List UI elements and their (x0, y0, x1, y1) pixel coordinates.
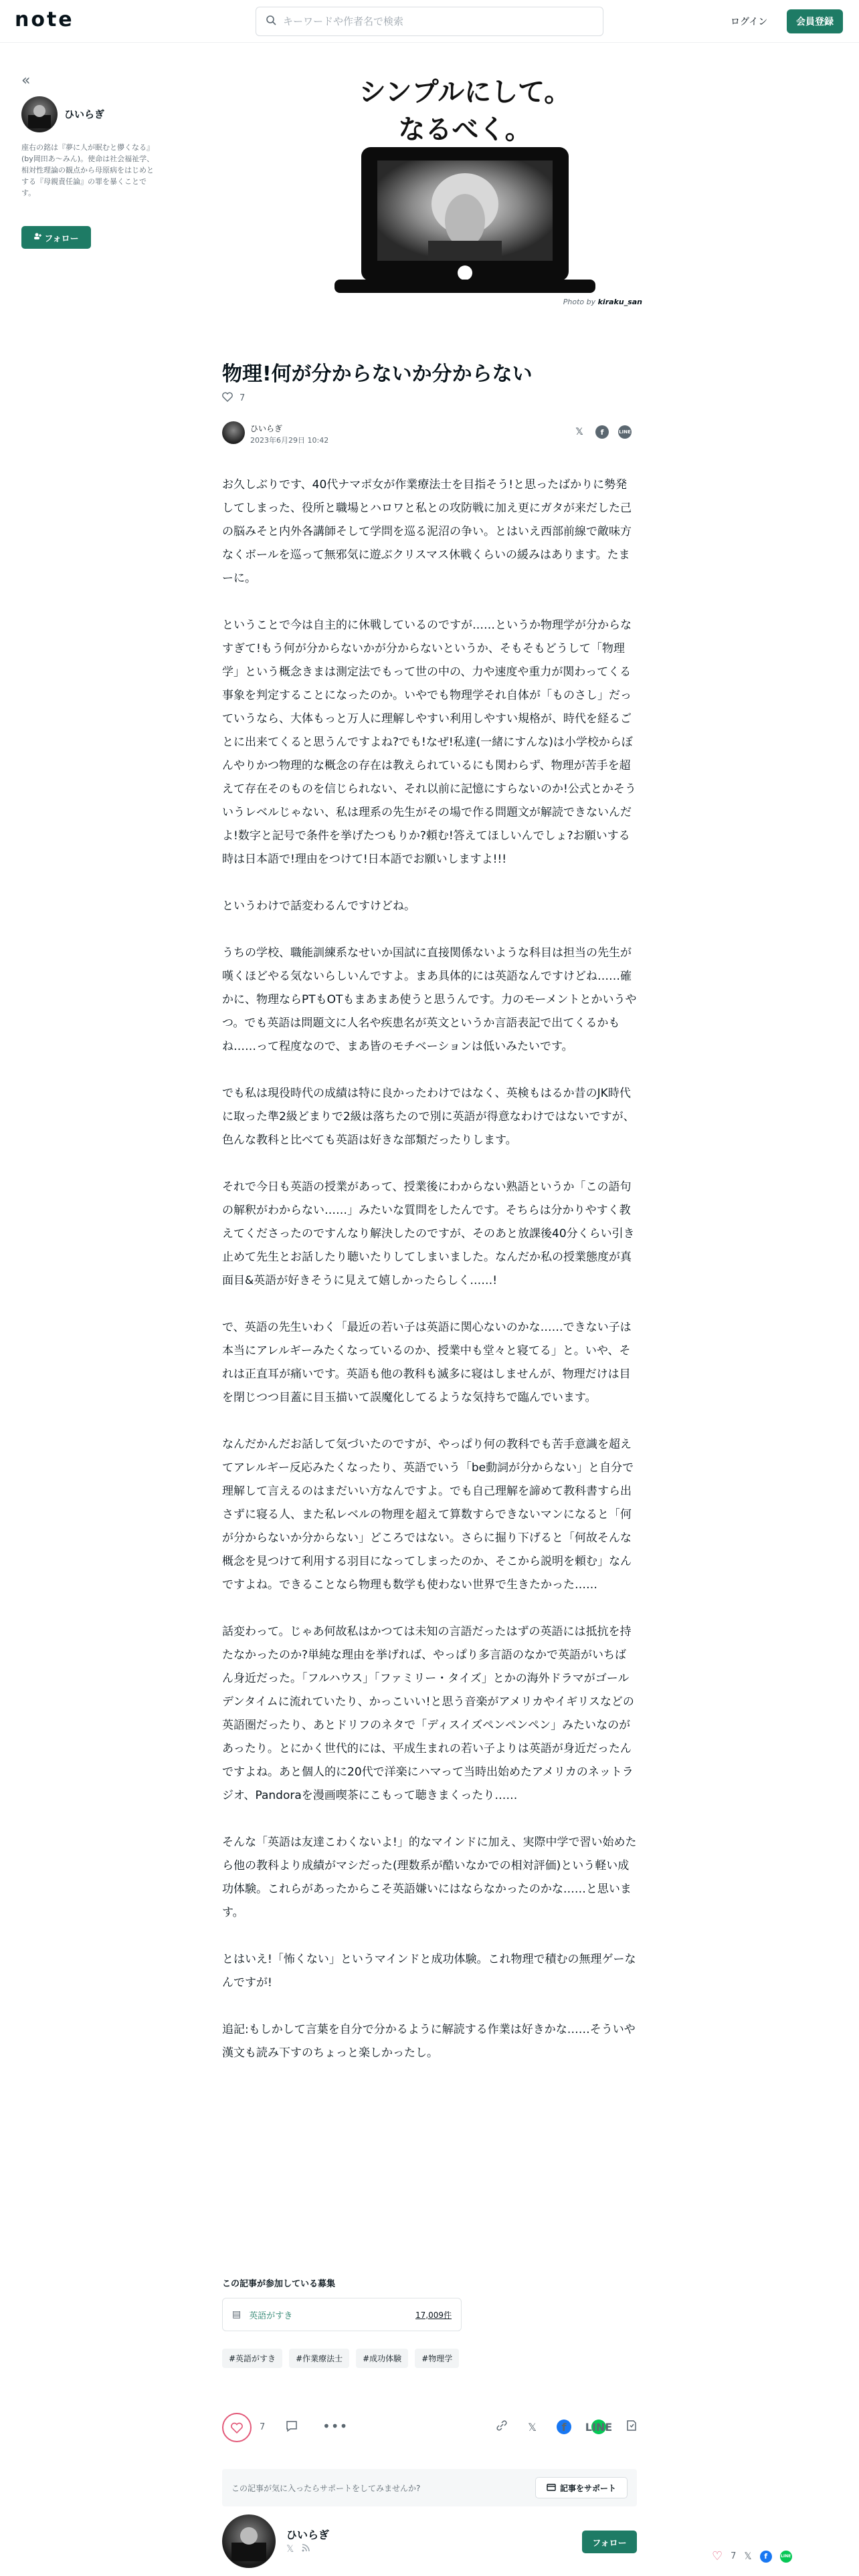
paragraph: 追記:もしかして言葉を自分で分かるように解読する作業は好きかな……そういや漢文も読み下すのちょっと楽しかったし。 (222, 2023, 636, 2060)
heart-icon (231, 2422, 243, 2434)
follow-label: フォロー (44, 233, 79, 244)
tag[interactable]: #作業療法士 (289, 2349, 349, 2368)
person-add-icon (33, 232, 41, 243)
floating-heart-icon[interactable]: ♡ (712, 2549, 723, 2563)
paragraph: なんだかんだお話して気づいたのですが、やっぱり何の教科でも苦手意識を超えてアレルギー反応みたくなったり、英語でいう「be動詞が分からない」と自分で理解して言えるのはまだいい方なんですよ。でも自己理解を諦めて教科書すら出さずに寝る人、また私レベルの物理を超えて算数すらできないマンになると「何が分からないか分からない」どころではない。さらに掘り下げると「何故そんな概念を見つけて利用する羽目になってしまったのか、そこから説明を頼む」なんですよね。できることなら物理も数学も使わない世界で生きたかった…… (222, 1438, 634, 1592)
like-summary[interactable] (222, 392, 245, 405)
search-icon (266, 15, 276, 28)
collapse-sidebar-icon[interactable]: « (21, 72, 31, 89)
global-header (0, 0, 859, 43)
floating-line-icon[interactable]: LINE (780, 2551, 792, 2563)
facebook-share-icon[interactable]: f (595, 425, 609, 439)
photo-credit (563, 298, 642, 306)
line-share-icon[interactable]: LINE (618, 425, 632, 439)
hero-title-line1: シンプルにして。 (359, 77, 571, 108)
article-title: 物理!何が分からないか分からない (222, 362, 533, 386)
author-profile-card (222, 2514, 637, 2568)
photo-credit-name[interactable]: kiraku_san (597, 298, 642, 306)
hero-image (288, 67, 642, 321)
hero-title (288, 74, 642, 148)
paragraph: 話変わって。じゃあ何故私はかつては未知の言語だったはずの英語には抵抗を持たなかったのか?単純な理由を挙げれば、やっぱり多言語のなかで英語がいちばん身近だった。「フルハウス」「ファミリー・タイズ」とかの海外ドラマがゴールデンタイムに流れていたり、かっこいい!と思う音楽がアメリカやイギリスなどの英語圏だったり、あとドリフのネタで「ディスイズペンペンペン」みたいなのがあったり。とにかく世代的には、平成生まれの若い子よりは英語が身近だったんですよね。あと個人的に20代で洋楽にハマって当時出始めたアメリカのネットラジオ、Pandoraを漫画喫茶にこもって聴きまくったり…… (222, 1625, 634, 1802)
hero-title-line2: なるべく。 (398, 114, 532, 145)
tag[interactable]: #成功体験 (356, 2349, 408, 2368)
tag[interactable]: #英語がすき (222, 2349, 282, 2368)
author-name[interactable]: ひいらぎ (250, 424, 283, 433)
heart-icon[interactable] (222, 392, 233, 405)
search-box[interactable] (256, 7, 603, 36)
photo-credit-prefix: Photo by (563, 298, 596, 306)
magazine-name[interactable]: 英語がすき (249, 2311, 293, 2321)
profile-avatar[interactable] (222, 2514, 276, 2568)
action-bar (222, 2410, 637, 2445)
pocket-icon[interactable] (626, 2420, 637, 2434)
paragraph: うちの学校、職能訓練系なせいか国試に直接関係ないような科目は担当の先生が嘆くほどやる気ないらしいんですよ。まあ具体的には英語なんですけどね……確かに、物理ならPTもOTもまあまあ使うと思うんです。力のモーメントとかいうやつ。でも英語は問題文に人名や疾患名が英文というか言語表記で出てくるかもね……って程度なので、まあ皆のモチベーションは低いみたいです。 (222, 946, 637, 1053)
share-icons (573, 425, 632, 439)
paragraph: で、英語の先生いわく「最近の若い子は英語に関心ないのかな……できない子は本当にアレルギーみたくなっているのか、授業中も堂々と寝てる」と。いや、それは正直耳が痛いです。英語も他の教科も滅多に寝はしませんが、物理だけは目を閉じつつ目蓋に目玉描いて誤魔化してるような気持ちで臨んでいます。 (222, 1321, 632, 1404)
sidebar-bio: 座右の銘は『夢に人が眠むと儚くなる』(by岡田あ〜みん)。使命は社会福祉学、相対性理論の観点から母原病をはじめとする『母親責任論』の罪を暴くことです。 (21, 143, 155, 197)
share-actions (496, 2420, 637, 2434)
floating-facebook-icon[interactable]: f (760, 2551, 772, 2563)
profile-name[interactable]: ひいらぎ (286, 2529, 330, 2541)
tag-list (222, 2349, 459, 2368)
profile-follow-button[interactable]: フォロー (582, 2531, 637, 2553)
like-count: 7 (260, 2422, 266, 2432)
support-text: この記事が気に入ったらサポートをしてみませんか? (231, 2484, 421, 2493)
like-button[interactable] (222, 2413, 252, 2442)
sidebar-avatar[interactable] (21, 96, 58, 132)
support-icon (547, 2483, 556, 2493)
line-share-icon[interactable]: LINE (585, 2420, 613, 2434)
x-profile-icon[interactable]: 𝕏 (286, 2544, 294, 2555)
magazine-icon: ▤ (232, 2309, 242, 2320)
floating-like-count: 7 (731, 2551, 737, 2561)
comment-icon[interactable] (285, 2420, 298, 2436)
magazine-heading: この記事が参加している募集 (222, 2279, 336, 2289)
profile-social-icons (286, 2544, 310, 2555)
facebook-share-icon[interactable]: f (557, 2420, 571, 2434)
sidebar-author-name[interactable]: ひいらぎ (64, 108, 105, 120)
sidebar-follow-button[interactable] (21, 226, 91, 249)
link-icon[interactable] (496, 2420, 508, 2434)
search-input[interactable] (283, 15, 584, 27)
x-share-icon[interactable]: 𝕏 (528, 2420, 537, 2434)
login-link[interactable]: ログイン (731, 17, 768, 27)
floating-x-icon[interactable]: 𝕏 (744, 2551, 752, 2562)
paragraph: というわけで話変わるんですけどね。 (222, 899, 415, 913)
paragraph: とはいえ!「怖くない」というマインドと成功体験。これ物理で積むの無理ゲーなんですが! (222, 1953, 636, 1990)
author-avatar[interactable] (222, 421, 245, 444)
support-label: 記事をサポート (559, 2483, 616, 2493)
note-logo[interactable]: note (15, 8, 74, 31)
paragraph: お久しぶりです、40代ナマポ女が作業療法士を目指そう!と思ったばかりに勢発してしまった、役所と職場とハロワと私との攻防戦に加え更にガタが来だした己の脳みそと内外各講師そして学問を巡る泥沼の争い。とはいえ西部前線で敵味方なくボールを巡って無邪気に遊ぶクリスマス休戦くらいの緩みはあります。たまーに。 (222, 478, 632, 585)
rss-icon[interactable] (302, 2544, 310, 2555)
paragraph: でも私は現役時代の成績は特に良かったわけではなく、英検もはるか昔のJK時代に取った準2級どまりで2級は落ちたので別に英語が得意なわけではないですが、色んな教科と比べても英語は好きな部類だったりします。 (222, 1087, 635, 1147)
support-box (222, 2469, 637, 2506)
paragraph: そんな「英語は友達こわくないよ!」的なマインドに加え、実際中学で習い始めたら他の教科より成績がマシだった(理数系が酷いなかでの相対評価)という軽い成功体験。これらがあったからこそ英語嫌いにはならなかったのかな……と思います。 (222, 1836, 637, 1919)
like-count: 7 (240, 393, 246, 403)
magazine-card[interactable] (222, 2298, 462, 2331)
support-button[interactable] (535, 2477, 628, 2498)
paragraph: それで今日も英語の授業があって、授業後にわからない熟語というか「この語句の解釈がわからない……」みたいな質問をしたんです。そちらは分かりやすく教えてくださったのですんなり解決したのですが、そのあと放課後40分くらい引き止めて先生とお話したり聴いたりしてしまいました。なんだか私の授業態度が真面目&英語が好きそうに見えて嬉しかったらしく……! (222, 1180, 635, 1287)
magazine-count[interactable]: 17,009件 (415, 2310, 452, 2320)
laptop-illustration (335, 147, 595, 294)
signup-button[interactable]: 会員登録 (787, 9, 843, 33)
author-row (222, 420, 637, 447)
tag[interactable]: #物理学 (415, 2349, 459, 2368)
paragraph: ということで今は自主的に休戦しているのですが……というか物理学が分からなすぎて!もう何が分からないかが分からないというか、そもそもどうして「物理学」という概念きまは測定法でもって世の中の、力や速度や重力が関わってくる事象を判定することになったのか。いやでも物理学それ自体が「ものさし」だっていうなら、大体もっと万人に理解しやすい利用しやすい規格が、時代を経るごとに出来てくると思うんですよね?でも!なぜ!私達(一緒にすんな)は小学校からぼんやりかつ物理的な概念の存在は教えられているにも関わらず、物理が苦手を超えて存在そのものを信じられない、それ以前に記憶にすらないのか!公式とかそういうレベルじゃない、私は理系の先生がその場で作る問題文が解読できないんだよ!数字と記号で条件を挙げたつもりか?頼む!答えてほしいんでしょ?お願いする時は日本語で!理由をつけて!日本語でお願いしますよ!!! (222, 619, 636, 866)
x-share-icon[interactable]: 𝕏 (575, 427, 583, 437)
floating-share-bar (712, 2549, 792, 2563)
more-icon[interactable]: ••• (322, 2418, 349, 2434)
publish-date: 2023年6月29日 10:42 (250, 436, 329, 445)
article-body (222, 473, 637, 2088)
